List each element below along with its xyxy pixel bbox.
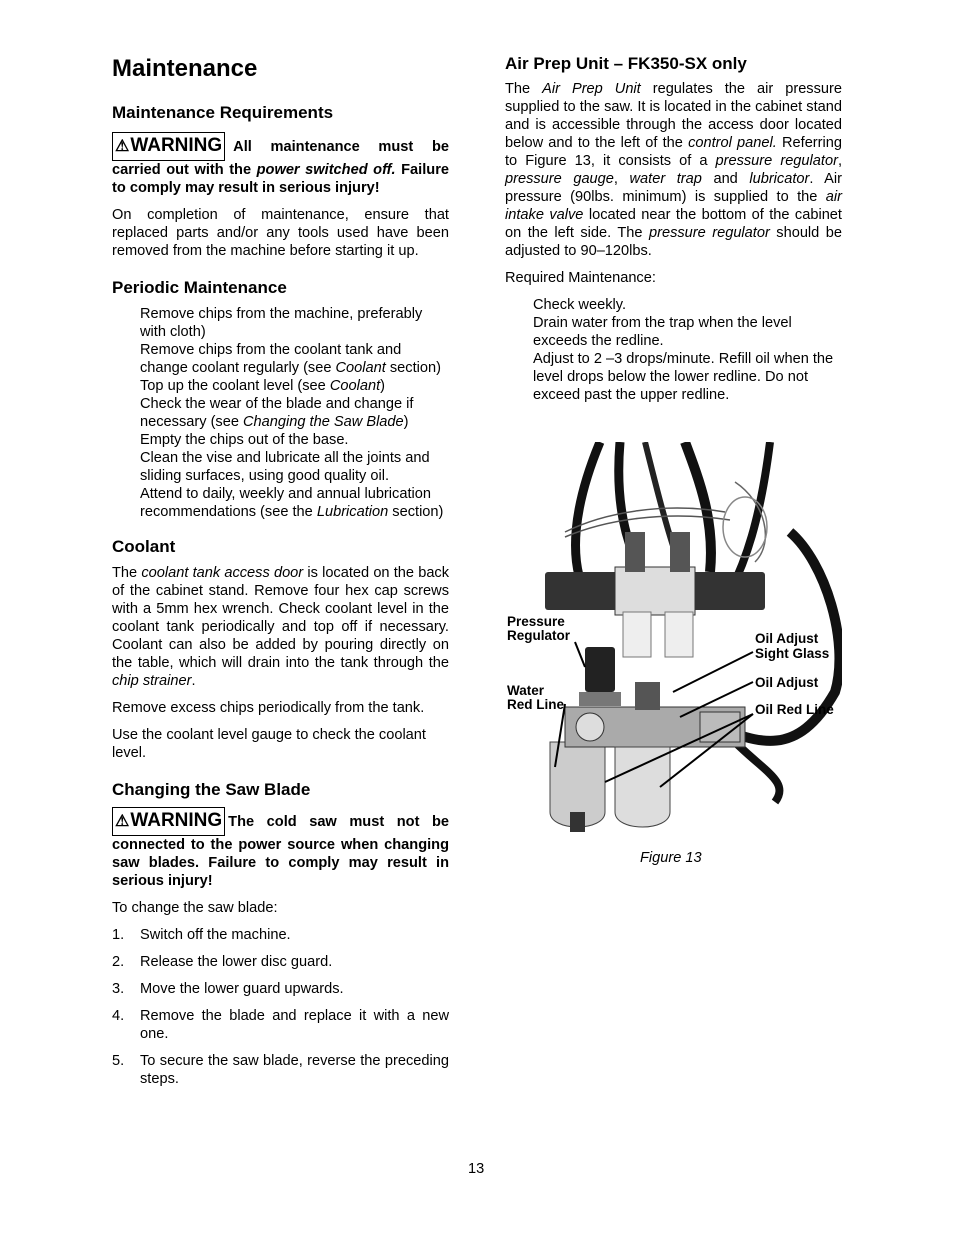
air-prep-figure <box>505 442 842 842</box>
blade-steps-list <box>112 926 449 1088</box>
step-text: To secure the saw blade, reverse the preceding steps. <box>140 1053 449 1087</box>
coolant-heading: Coolant <box>112 537 176 556</box>
step-text: Remove the blade and replace it with a new one. <box>140 1008 449 1042</box>
list-item <box>112 953 449 971</box>
air-prep-unit-heading: Air Prep Unit – FK350-SX only <box>505 54 747 73</box>
maintenance-requirements-heading: Maintenance Requirements <box>112 103 334 122</box>
list-item <box>112 1007 449 1043</box>
list-item <box>112 980 449 998</box>
step-text: Release the lower disc guard. <box>140 954 333 970</box>
list-item: Drain water from the trap when the level exceeds the redline. <box>533 315 792 349</box>
maintenance-warning: ⚠WARNING All maintenance must be carried out with the power switched off. Failure to comply may result in serious injury! <box>112 132 449 197</box>
periodic-maintenance-list <box>112 305 449 521</box>
step-number: 3. <box>112 981 125 997</box>
required-maintenance-list <box>505 296 842 404</box>
air-prep-unit-illustration <box>505 442 842 842</box>
list-item: Attend to daily, weekly and annual lubrication recommendations (see the Lubrication section) <box>140 486 444 520</box>
oil-red-line-label: Oil Red Line <box>755 702 834 717</box>
warning-triangle-icon: ⚠ <box>115 138 130 155</box>
list-item: Empty the chips out of the base. <box>140 432 349 448</box>
blade-warning: ⚠WARNING The cold saw must not be connected to the power source when changing saw blades. Failure to comply may result in serious injury! <box>112 807 449 890</box>
right-column <box>505 52 842 404</box>
oil-adjust-label: Oil Adjust <box>755 675 819 690</box>
figure-caption: Figure 13 <box>640 850 702 866</box>
step-number: 5. <box>112 1053 125 1069</box>
list-item: Remove chips from the machine, preferably with cloth) <box>140 306 423 340</box>
pressure-regulator-label: Regulator <box>507 628 571 643</box>
periodic-maintenance-heading: Periodic Maintenance <box>112 278 287 297</box>
required-maintenance-label: Required Maintenance: <box>505 270 656 286</box>
left-column <box>112 52 449 1097</box>
coolant-chips-paragraph: Remove excess chips periodically from the tank. <box>112 700 425 716</box>
blade-intro: To change the saw blade: <box>112 900 278 916</box>
list-item: Adjust to 2 –3 drops/minute. Refill oil when the level drops below the lower redline. Do not exceed past the upper redline. <box>533 351 834 403</box>
step-number: 1. <box>112 927 125 943</box>
list-item: Remove chips from the coolant tank and change coolant regularly (see Coolant section) <box>140 342 441 376</box>
pressure-regulator-label: Pressure <box>507 614 565 629</box>
list-item: Top up the coolant level (see Coolant) <box>140 378 386 394</box>
warning-badge: ⚠WARNING <box>112 132 225 161</box>
list-item: Clean the vise and lubricate all the joints and sliding surfaces, using good quality oil. <box>140 450 430 484</box>
maintenance-completion-paragraph: On completion of maintenance, ensure that replaced parts and/or any tools used have been removed from the machine before starting it up. <box>112 207 449 259</box>
coolant-gauge-paragraph: Use the coolant level gauge to check the coolant level. <box>112 727 426 761</box>
warning-triangle-icon: ⚠ <box>115 813 130 830</box>
warning-badge: ⚠WARNING <box>112 807 225 836</box>
list-item <box>112 1052 449 1088</box>
oil-adjust-sight-glass-label: Oil Adjust <box>755 631 819 646</box>
step-number: 4. <box>112 1008 125 1024</box>
list-item: Check the wear of the blade and change if necessary (see Changing the Saw Blade) <box>140 396 414 430</box>
water-red-line-label: Water <box>507 683 545 698</box>
coolant-paragraph: The coolant tank access door is located on the back of the cabinet stand. Remove four hex cap screws with a 5mm hex wrench. Check coolant level in the coolant tank periodically and top off if necessary. Coolant can also be added by pouring directly on the table, which will drain into the tank through the chip strainer. <box>112 565 450 689</box>
page-number: 13 <box>468 1161 485 1177</box>
air-prep-paragraph: The Air Prep Unit regulates the air pressure supplied to the saw. It is located in the cabinet stand and is accessible through the access door located below and to the left of the control panel. Referring to Figure 13, it consists of a pressure regulator, pressure gauge, water trap and lubricator. Air pressure (90lbs. minimum) is supplied to the air intake valve located near the bottom of the cabinet on the left side. The pressure regulator should be adjusted to 90–120lbs. <box>505 81 843 259</box>
water-red-line-label: Red Line <box>507 697 565 712</box>
changing-saw-blade-heading: Changing the Saw Blade <box>112 780 311 799</box>
step-text: Switch off the machine. <box>140 927 291 943</box>
oil-adjust-sight-glass-label: Sight Glass <box>755 646 830 661</box>
page-title: Maintenance <box>112 55 258 82</box>
step-text: Move the lower guard upwards. <box>140 981 344 997</box>
list-item <box>112 926 449 944</box>
step-number: 2. <box>112 954 125 970</box>
list-item: Check weekly. <box>533 297 626 313</box>
